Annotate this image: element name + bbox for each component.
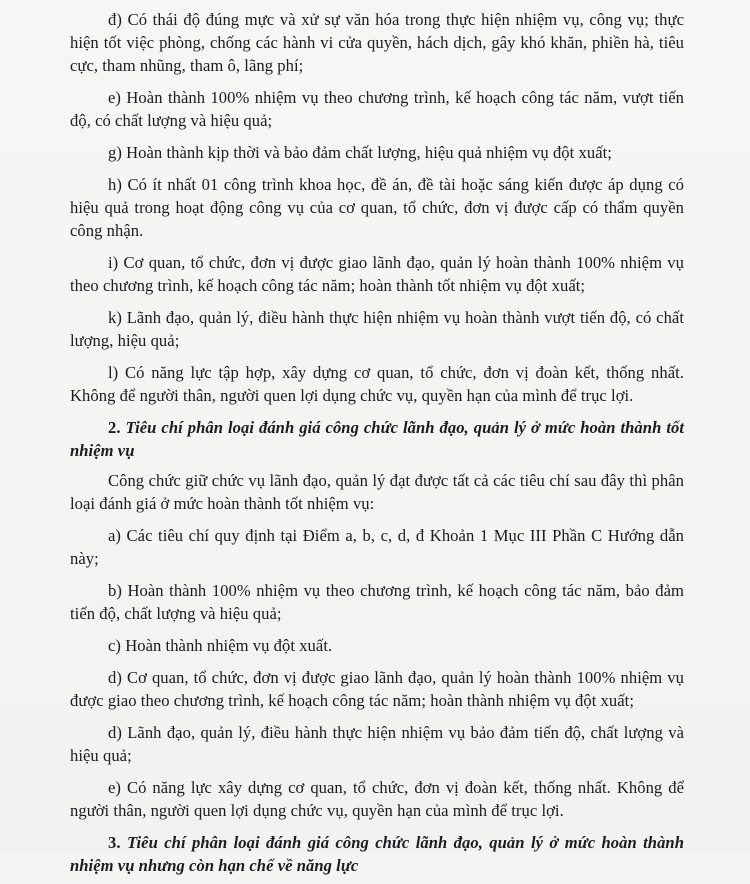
paragraph-k: k) Lãnh đạo, quản lý, điều hành thực hiện nhiệm vụ hoàn thành vượt tiến độ, có chất lượng, hiệu quả; bbox=[70, 308, 684, 350]
paragraph-d-stroke: đ) Có thái độ đúng mực và xử sự văn hóa trong thực hiện nhiệm vụ, công vụ; thực hiện tốt việc phòng, chống các hành vi cửa quyền, hách dịch, gây khó khăn, phiền hà, tiêu cực, tham nhũng, tham ô, lãng phí; bbox=[70, 10, 684, 75]
paragraph-l: l) Có năng lực tập hợp, xây dựng cơ quan, tổ chức, đơn vị đoàn kết, thống nhất. Không để người thân, người quen lợi dụng chức vụ, quyền hạn của mình để trục lợi. bbox=[70, 363, 684, 405]
section-heading-2 bbox=[70, 416, 684, 462]
paragraph-g: g) Hoàn thành kịp thời và bảo đảm chất lượng, hiệu quả nhiệm vụ đột xuất; bbox=[108, 143, 612, 162]
section-heading-3 bbox=[70, 831, 684, 877]
paragraph-c: c) Hoàn thành nhiệm vụ đột xuất. bbox=[108, 636, 333, 655]
section-number: 2. bbox=[108, 418, 121, 437]
paragraph-i: i) Cơ quan, tổ chức, đơn vị được giao lãnh đạo, quản lý hoàn thành 100% nhiệm vụ theo chương trình, kế hoạch công tác năm; hoàn thành tốt nhiệm vụ đột xuất; bbox=[70, 253, 684, 295]
paragraph-e-second: e) Có năng lực xây dựng cơ quan, tổ chức, đơn vị đoàn kết, thống nhất. Không để người thân, người quen lợi dụng chức vụ, quyền hạn của mình để trục lợi. bbox=[70, 778, 684, 820]
paragraph-d-second: d) Lãnh đạo, quản lý, điều hành thực hiện nhiệm vụ bảo đảm tiến độ, chất lượng và hiệu quả; bbox=[70, 723, 684, 765]
document-body bbox=[70, 8, 684, 884]
paragraph-intro: Công chức giữ chức vụ lãnh đạo, quản lý đạt được tất cả các tiêu chí sau đây thì phân loại đánh giá ở mức hoàn thành tốt nhiệm vụ: bbox=[70, 471, 684, 513]
section-number: 3. bbox=[108, 833, 121, 852]
paragraph-a: a) Các tiêu chí quy định tại Điểm a, b, c, d, đ Khoản 1 Mục III Phần C Hướng dẫn này; bbox=[70, 526, 684, 568]
section-title: Tiêu chí phân loại đánh giá công chức lãnh đạo, quản lý ở mức hoàn thành nhiệm vụ nhưng còn hạn chế về năng lực bbox=[70, 833, 684, 875]
section-title: Tiêu chí phân loại đánh giá công chức lãnh đạo, quản lý ở mức hoàn thành tốt nhiệm vụ bbox=[70, 418, 684, 460]
paragraph-b: b) Hoàn thành 100% nhiệm vụ theo chương trình, kế hoạch công tác năm, bảo đảm tiến độ, chất lượng và hiệu quả; bbox=[70, 581, 684, 623]
paragraph-d: d) Cơ quan, tổ chức, đơn vị được giao lãnh đạo, quản lý hoàn thành 100% nhiệm vụ được giao theo chương trình, kế hoạch công tác năm; hoàn thành nhiệm vụ đột xuất; bbox=[70, 668, 684, 710]
paragraph-e: e) Hoàn thành 100% nhiệm vụ theo chương trình, kế hoạch công tác năm, vượt tiến độ, có chất lượng và hiệu quả; bbox=[70, 88, 684, 130]
paragraph-h: h) Có ít nhất 01 công trình khoa học, đề án, đề tài hoặc sáng kiến được áp dụng có hiệu quả trong hoạt động công vụ của cơ quan, tổ chức, đơn vị được cấp có thẩm quyền công nhận. bbox=[70, 175, 684, 240]
